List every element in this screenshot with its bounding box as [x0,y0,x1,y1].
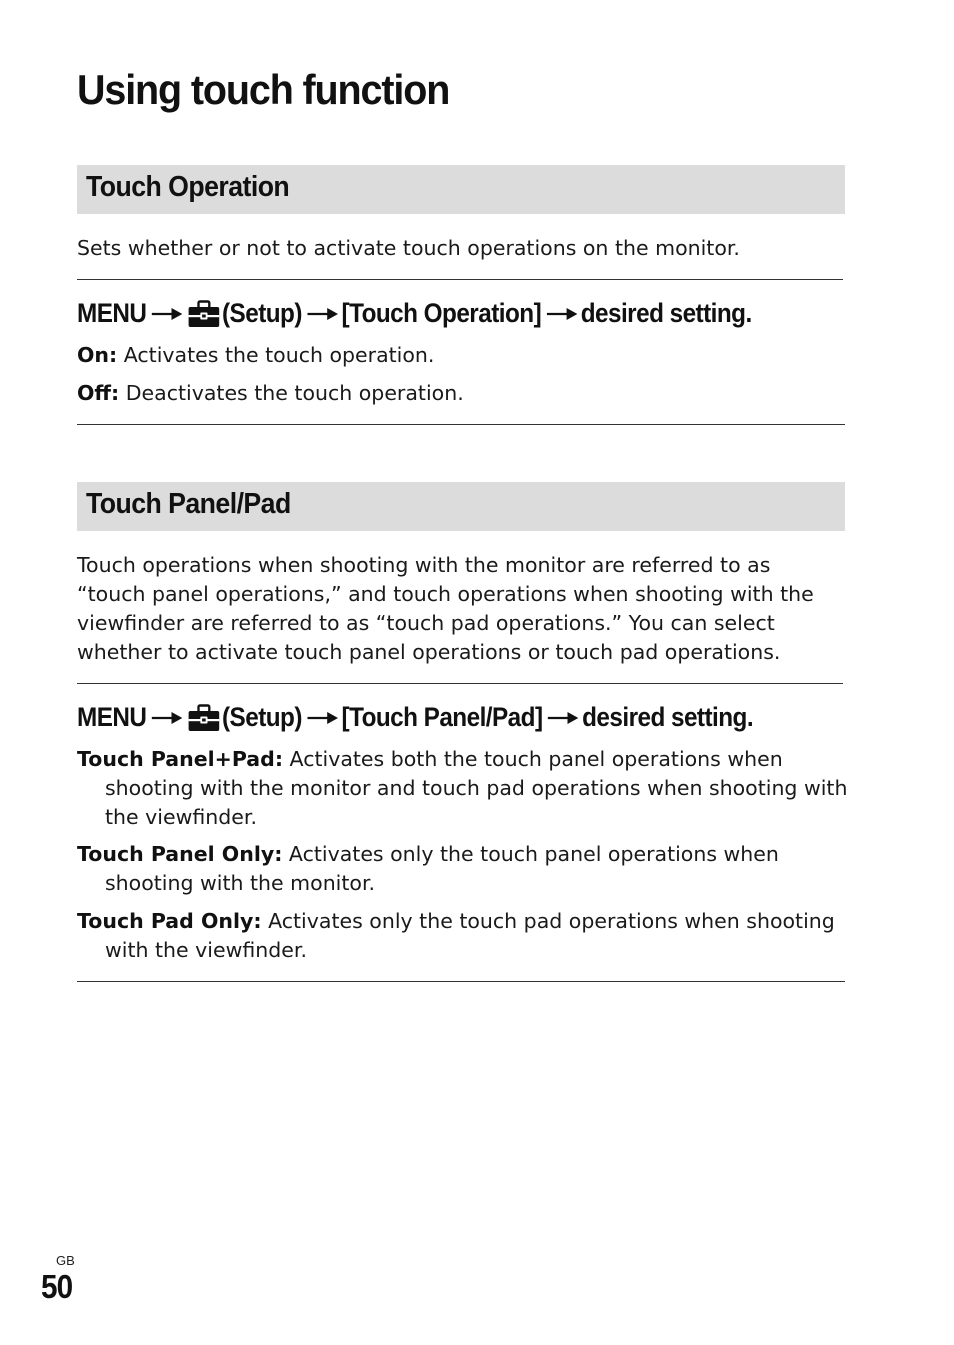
option-description: Activates only the touch pad operations when shooting with the viewfinder. [105,909,835,962]
arrow-right-icon [307,307,338,321]
menu-end-label: desired setting. [582,702,754,732]
menu-path-touch-panel-pad [77,702,753,733]
arrow-right-icon [152,711,183,725]
divider [77,279,843,280]
arrow-right-icon [547,307,578,321]
divider [77,981,845,982]
option-touch-panel-only [77,840,865,898]
section-description: Touch operations when shooting with the monitor are referred to as “touch panel operations,” and touch operations when shooting with the viewfinder are referred to as “touch pad operations.” You can select whether to activate touch panel operations or touch pad operations. [77,553,814,664]
section-heading: Touch Panel/Pad [86,488,291,520]
section-description: Sets whether or not to activate touch operations on the monitor. [77,236,740,260]
option-label: Touch Panel Only: [77,842,283,866]
option-description: Activates both the touch panel operations when shooting with the monitor and touch pad operations when shooting with the viewfinder. [105,747,848,829]
option-label: Touch Pad Only: [77,909,262,933]
option-label: Touch Panel+Pad: [77,747,284,771]
menu-end-label: desired setting. [580,298,752,328]
toolbox-icon [188,300,220,328]
option-off [77,379,865,408]
toolbox-icon [188,704,220,732]
menu-label: MENU [77,702,147,732]
arrow-right-icon [548,711,579,725]
option-description: Activates only the touch panel operations when shooting with the monitor. [105,842,779,895]
arrow-right-icon [152,307,183,321]
page-number: 50 [41,1268,73,1305]
menu-item-label: [Touch Panel/Pad] [341,702,543,732]
divider [77,424,845,425]
option-description: Activates the touch operation. [117,343,435,367]
setup-label: (Setup) [221,298,302,328]
option-label: On: [77,343,118,367]
menu-label: MENU [77,298,147,328]
menu-item-label: [Touch Operation] [341,298,542,328]
option-on [77,341,865,370]
option-label: Off: [77,381,120,405]
setup-label: (Setup) [221,702,302,732]
option-touch-panel-pad [77,745,865,832]
menu-path-touch-operation [77,298,752,329]
region-code: GB [56,1253,75,1268]
section-heading: Touch Operation [86,171,290,203]
page-title: Using touch function [77,66,450,113]
arrow-right-icon [307,711,338,725]
section-header-touch-panel-pad [77,482,845,531]
option-touch-pad-only [77,907,865,965]
divider [77,683,843,684]
option-description: Deactivates the touch operation. [119,381,464,405]
section-header-touch-operation [77,165,845,214]
